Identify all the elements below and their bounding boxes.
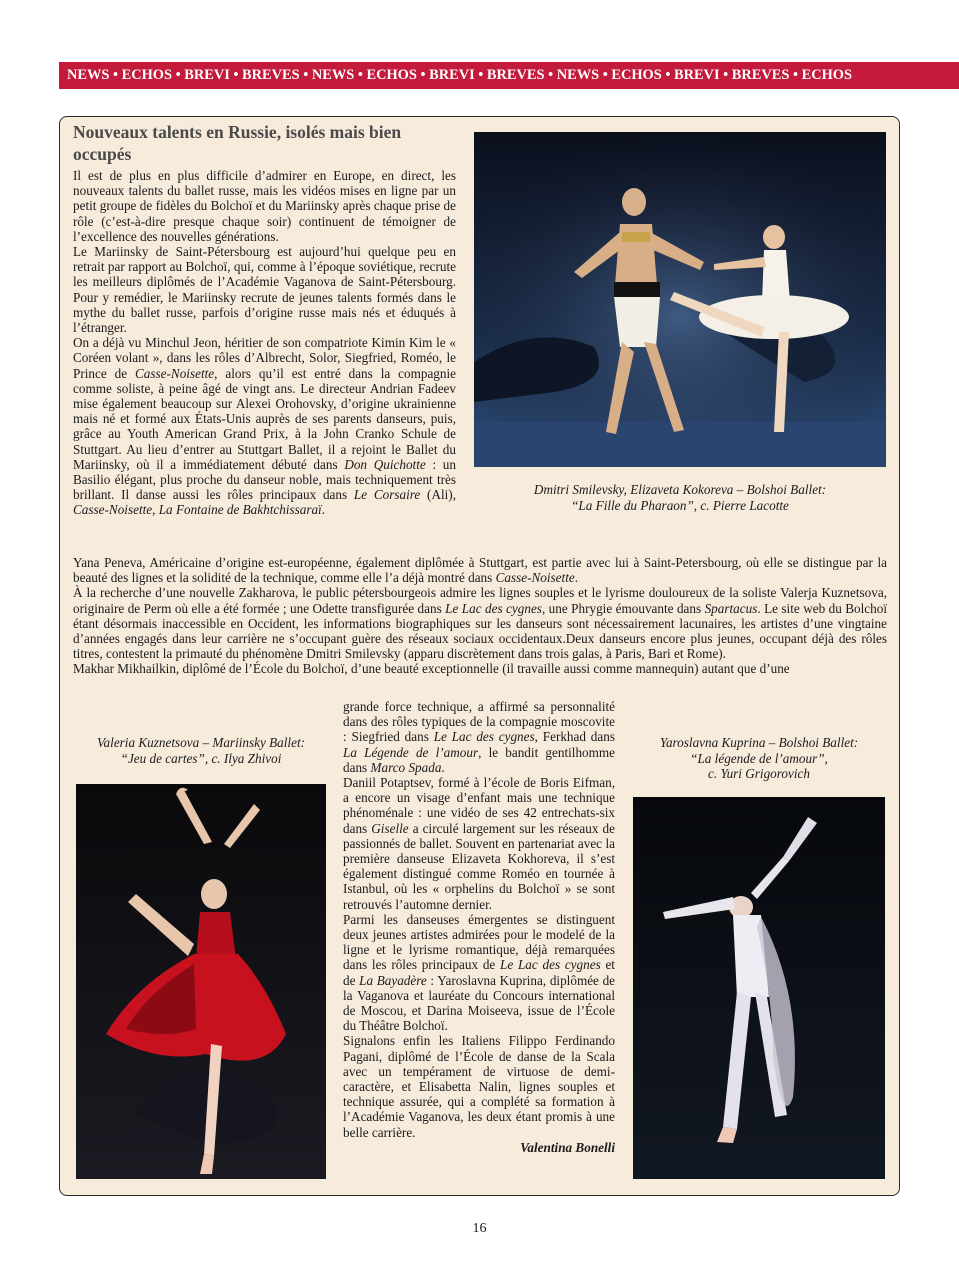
photo-pharaon-image [474, 132, 886, 467]
paragraph-minchul: On a déjà vu Minchul Jeon, héritier de son compatriote Kimin Kim le « Coréen volant », dans les rôles d’Albrecht, Solor, Siegfried, Roméo, le Prince de Casse-Noisette, alors qu’il est entré dans la compagnie comme soliste, à peine âgé de vingt ans. Le directeur Andrian Fadeev mise également beaucoup sur Alexei Orohovsky, d’origine ukrainienne mais né et formé aux États-Unis auprès de ses parents danseurs, puis, grâce au Youth American Grand Prix, à la John Cranko Schule de Stuttgart. Au lieu d’entrer au Stuttgart Ballet, il a rejoint le Ballet du Mariinsky, où il a immédiatement débuté dans Don Quichotte : un Basilio élégant, plus proche du danseur noble, mais techniquement très brillant. Il danse aussi les rôles principaux dans Le Corsaire (Ali), Casse-Noisette, La Fontaine de Bakhtchissaraï. [73, 335, 457, 518]
photo-legende-amour-image [633, 797, 885, 1179]
article-fullwidth [73, 555, 887, 677]
paragraph-mariinsky: Le Mariinsky de Saint-Pétersbourg est aujourd’hui quelque peu en retrait par rapport au Bolchoï, qui, comme à l’époque soviétique, recrute les meilleurs diplômés de l’Académie Vaganova de Saint-Pétersbourg. Pour y remédier, le Mariinsky recrute de jeunes talents formés dans le mythe du ballet russe, parfois d’origine russe mais nés et éduqués à l’étranger. [73, 244, 456, 336]
photo-jeu-de-cartes-image [76, 784, 326, 1179]
article-column-left [73, 168, 456, 518]
caption-pharaon: Dmitri Smilevsky, Elizaveta Kokoreva – Bolshoi Ballet: “La Fille du Pharaon”, c. Pierre Lacotte [533, 482, 827, 513]
author-signature: Valentina Bonelli [520, 1139, 615, 1155]
paragraph-intro: Il est de plus en plus difficile d’admirer en Europe, en direct, les nouveaux talents du ballet russe, mais les vidéos mises en ligne par un petit groupe de fidèles du Bolchoï et du Mariinsky après chaque prise de rôle (c’est-à-dire presque chaque soir) continuent de témoigner de l’excellence des nouvelles générations. [73, 168, 456, 244]
page-number: 16 [472, 1221, 487, 1236]
paragraph-potaptsev: Daniil Potaptsev, formé à l’école de Boris Eifman, a encore un visage d’enfant mais une technique phénoménale : une vidéo de ses 42 entrechats-six dans Giselle a circulé largement sur les réseaux de passionnés de ballet. Souvent en partenariat avec la première danseuse Elizaveta Kokhoreva, il s’est également distingué comme Roméo en tournée à Istanbul, où les « orphelins du Bolchoï » se sont retrouvés l’automne dernier. [343, 775, 615, 912]
caption-legende-amour: Yaroslavna Kuprina – Bolshoi Ballet: “La légende de l’amour”, c. Yuri Grigorovich [659, 735, 859, 781]
paragraph-italiens: Signalons enfin les Italiens Filippo Ferdinando Pagani, diplômé de l’École de danse de la Scala avec un tempérament de virtuose de demi-caractère, et Elisabetta Nalin, lignes souples et technique assurée, qui a complété sa formation à l’Académie Vaganova, les deux étant promis à une belle carrière. [343, 1033, 615, 1140]
paragraph-danseuses: Parmi les danseuses émergentes se distinguent deux jeunes artistes admirées pour le modelé de la ligne et le lyrisme romantique, déjà remarquées dans les rôles principaux de Le Lac des cygnes et de La Bayadère : Yaroslavna Kuprina, diplômée de la Vaganova et lauréate du Concours international de Moscou, et Darina Moiseeva, issue de l’École du Théâtre Bolchoï. [343, 911, 616, 1034]
photo-pharaon [474, 132, 886, 467]
paragraph-kuznetsova: À la recherche d’une nouvelle Zakharova, le public pétersbourgeois admire les lignes souples et le lyrisme douloureux de la soliste Valerja Kuznetsova, originaire de Perm où elle a été formée ; une Odette transfigurée dans Le Lac des cygnes, une Phrygie émouvante dans Spartacus. Le site web du Bolchoï étant désormais inaccessible en Occident, les informations biographiques sur les danseurs sont nécessairement lacunaires, les artistes d’une vingtaine d’années engagés dans leur carrière ne s’occupant guère des réseaux sociaux occidentaux.Deux danseurs encore plus jeunes, occupant déjà des rôles titres, contestent la primauté du phénomène Dmitri Smilevsky (apparu discrètement dans trois galas, à Paris, Bari et Rome). [73, 585, 887, 662]
paragraph-peneva: Yana Peneva, Américaine d’origine est-européenne, également diplômée à Stuttgart, est partie avec lui à Saint-Petersbourg, où elle se distingue par la beauté des lignes et la solidité de la technique, comme elle l’a déjà montré dans Casse-Noisette. [73, 555, 887, 586]
caption-jeu-de-cartes: Valeria Kuznetsova – Mariinsky Ballet: “Jeu de cartes”, c. Ilya Zhivoi [96, 735, 306, 766]
paragraph-mikhailkin-start: Makhar Mikhailkin, diplômé de l’École du Bolchoï, d’une beauté exceptionnelle (il travaille aussi comme mannequin) autant que d’une [73, 661, 790, 677]
photo-legende-amour [633, 797, 885, 1179]
article-column-middle [343, 699, 615, 1155]
section-banner: NEWS • ECHOS • BREVI • BREVES • NEWS • ECHOS • BREVI • BREVES • NEWS • ECHOS • BREVI • BREVES • ECHOS [59, 62, 959, 89]
article-title: Nouveaux talents en Russie, isolés mais bien occupés [73, 122, 402, 164]
photo-jeu-de-cartes [76, 784, 326, 1179]
paragraph-mikhailkin: grande force technique, a affirmé sa personnalité dans des rôles typiques de la compagnie moscovite : Siegfried dans Le Lac des cygnes, Ferkhad dans La Légende de l’amour, le bandit gentilhomme dans Marco Spada. [343, 699, 615, 775]
